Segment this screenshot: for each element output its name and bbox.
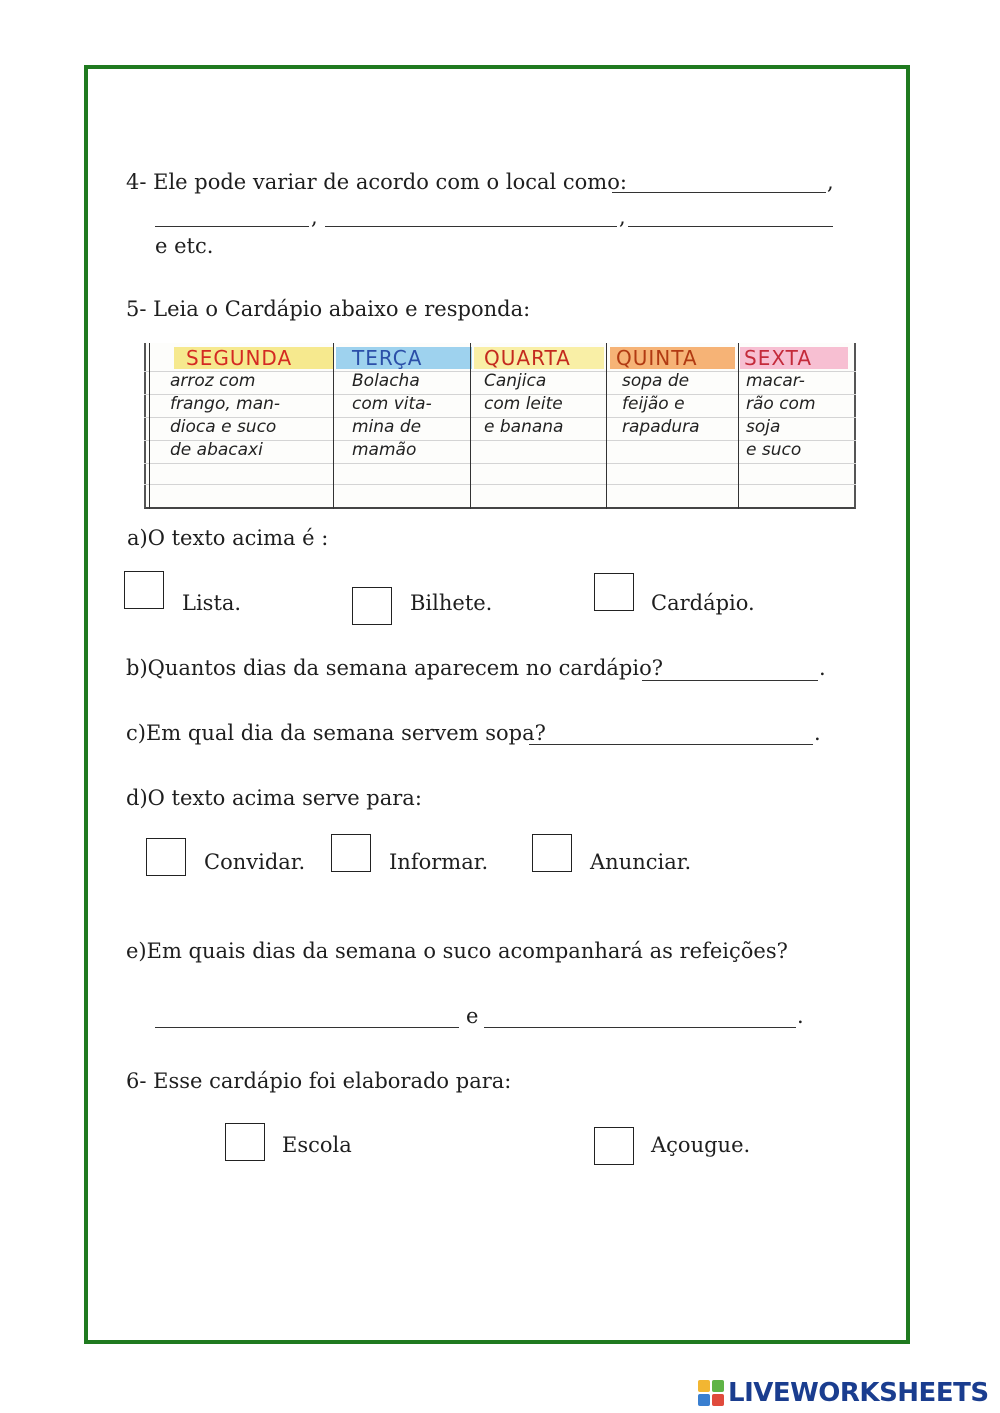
option-informar: Informar. xyxy=(389,850,489,874)
food-line: sopa de xyxy=(622,371,690,391)
checkbox-cardapio[interactable] xyxy=(594,573,634,611)
q4-tail: e etc. xyxy=(155,234,214,258)
food-line: rapadura xyxy=(622,417,700,437)
logo-square xyxy=(712,1380,724,1392)
q5c-answer[interactable] xyxy=(529,744,813,745)
checkbox-anunciar[interactable] xyxy=(532,834,572,872)
food-line: macar- xyxy=(746,371,805,391)
food-quinta xyxy=(622,370,700,439)
q5a-prompt: a)O texto acima é : xyxy=(127,526,329,550)
checkbox-acougue[interactable] xyxy=(594,1127,634,1165)
option-bilhete: Bilhete. xyxy=(410,591,493,615)
day-sexta: SEXTA xyxy=(744,346,813,370)
food-line: Canjica xyxy=(484,371,547,391)
q4-answer-2[interactable] xyxy=(155,226,309,227)
q5e-end: . xyxy=(797,1004,804,1028)
option-acougue: Açougue. xyxy=(651,1133,751,1157)
food-line: mina de xyxy=(352,417,422,437)
q4-text: 4- Ele pode variar de acordo com o local como: xyxy=(126,170,627,194)
option-anunciar: Anunciar. xyxy=(590,850,692,874)
q4-comma: , xyxy=(619,205,626,229)
logo-text: LIVEWORKSHEETS xyxy=(728,1378,989,1408)
q5b-prompt: b)Quantos dias da semana aparecem no cardápio? xyxy=(126,656,663,680)
q5e-prompt: e)Em quais dias da semana o suco acompanhará as refeições? xyxy=(126,939,788,963)
q5d-prompt: d)O texto acima serve para: xyxy=(126,786,422,810)
menu-divider xyxy=(333,343,334,509)
logo-square xyxy=(712,1394,724,1406)
q4-comma: , xyxy=(311,205,318,229)
food-line: rão com xyxy=(746,394,816,414)
menu-rule xyxy=(144,463,856,464)
q4-answer-4[interactable] xyxy=(628,226,833,227)
checkbox-bilhete[interactable] xyxy=(352,587,392,625)
food-line: mamão xyxy=(352,440,417,460)
food-line: com vita- xyxy=(352,394,432,414)
checkbox-escola[interactable] xyxy=(225,1123,265,1161)
food-terca xyxy=(352,370,432,462)
menu-rule xyxy=(144,484,856,485)
day-terca: TERÇA xyxy=(352,346,423,370)
food-line: e suco xyxy=(746,440,802,460)
q6-prompt: 6- Esse cardápio foi elaborado para: xyxy=(126,1069,512,1093)
q5c-end: . xyxy=(814,721,821,745)
food-line: de abacaxi xyxy=(170,440,263,460)
option-cardapio: Cardápio. xyxy=(651,591,755,615)
q5c-prompt: c)Em qual dia da semana servem sopa? xyxy=(126,721,546,745)
food-segunda xyxy=(170,370,280,462)
food-line: arroz com xyxy=(170,371,256,391)
menu-divider xyxy=(470,343,471,509)
food-line: e banana xyxy=(484,417,564,437)
food-line: frango, man- xyxy=(170,394,281,414)
option-escola: Escola xyxy=(282,1133,352,1157)
q4-answer-3[interactable] xyxy=(325,226,617,227)
liveworksheets-logo[interactable] xyxy=(698,1376,989,1410)
option-lista: Lista. xyxy=(182,591,242,615)
food-quarta xyxy=(484,370,563,439)
food-line: dioca e suco xyxy=(170,417,277,437)
day-segunda: SEGUNDA xyxy=(186,346,293,370)
option-convidar: Convidar. xyxy=(204,850,306,874)
q5e-answer-1[interactable] xyxy=(155,1027,459,1028)
menu-divider xyxy=(738,343,739,509)
logo-square xyxy=(698,1394,710,1406)
food-line: Bolacha xyxy=(352,371,420,391)
menu-divider xyxy=(606,343,607,509)
food-line: feijão e xyxy=(622,394,685,414)
logo-square xyxy=(698,1380,710,1392)
checkbox-informar[interactable] xyxy=(331,834,371,872)
menu-divider xyxy=(149,343,150,509)
checkbox-convidar[interactable] xyxy=(146,838,186,876)
menu-image xyxy=(144,343,856,509)
day-quarta: QUARTA xyxy=(484,346,571,370)
q5b-answer[interactable] xyxy=(642,680,818,681)
q5e-answer-2[interactable] xyxy=(484,1027,796,1028)
food-line: com leite xyxy=(484,394,563,414)
logo-icon xyxy=(698,1380,724,1406)
q5-prompt: 5- Leia o Cardápio abaixo e responda: xyxy=(126,297,531,321)
checkbox-lista[interactable] xyxy=(124,571,164,609)
day-quinta: QUINTA xyxy=(616,346,698,370)
food-line: soja xyxy=(746,417,781,437)
q4-comma: , xyxy=(827,170,834,194)
q5e-join: e xyxy=(466,1004,479,1028)
food-sexta xyxy=(746,370,816,462)
q5b-end: . xyxy=(819,656,826,680)
q4-answer-1[interactable] xyxy=(612,192,826,193)
